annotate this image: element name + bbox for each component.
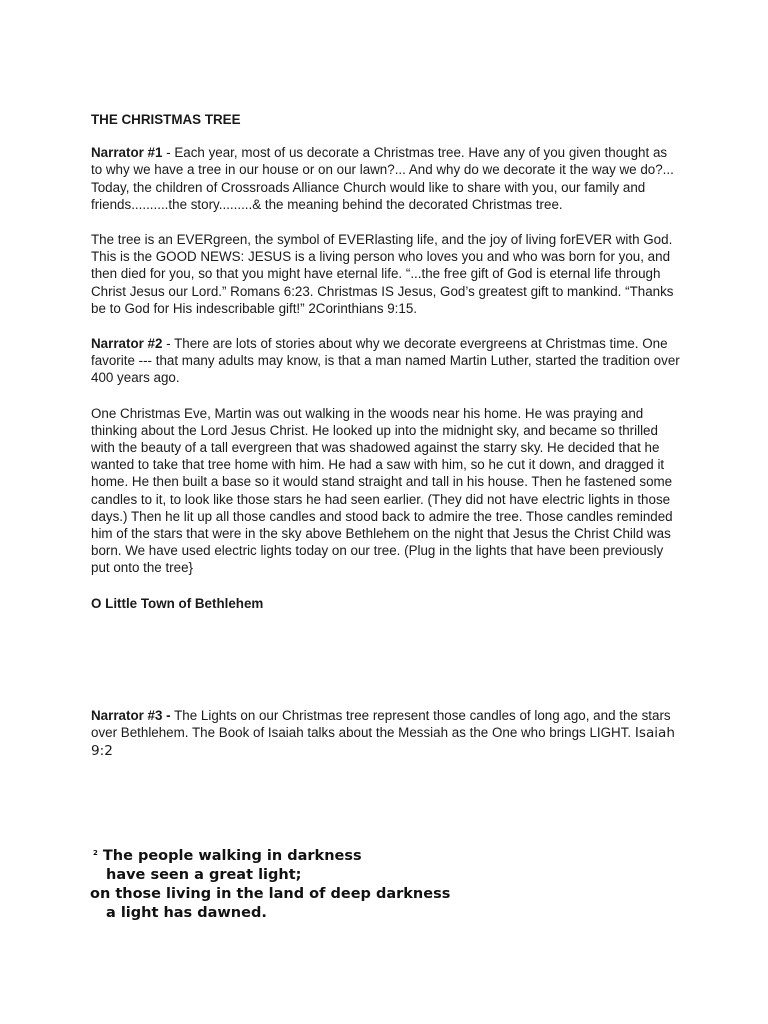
verse-line-3-text: on those living in the land of deep darkness [90,886,451,902]
verse-line-1-text: The people walking in darkness [102,848,362,864]
narrator-3-paragraph [91,707,681,761]
verse-number: 2 [93,849,98,857]
narrator-1-text: - Each year, most of us decorate a Christmas tree. Have any of you given thought as to why we have a tree in our house or on our lawn?... And why do we decorate it the way we do?... Today, the children of Crossroads Alliance Church would like to share with you, our family and friends..........the story.........& the meaning behind the decorated Christmas tree. [91,145,674,212]
verse-line-2 [90,866,450,885]
scripture-reference: Isaiah 9:2 [91,725,676,760]
narrator-2-text: - There are lots of stories about why we decorate evergreens at Christmas time. One favorite --- that many adults may know, is that a man named Martin Luther, started the tradition over 400 years ago. [91,336,680,386]
narrator-2-label: Narrator #2 [91,336,163,352]
document-body [91,111,681,778]
evergreen-paragraph: The tree is an EVERgreen, the symbol of EVERlasting life, and the joy of living forEVER with God. This is the GOOD NEWS: JESUS is a living person who loves you and who was born for you, and then died for you, so that you might have eternal life. “...the free gift of God is eternal life through Christ Jesus our Lord.” Romans 6:23. Christmas IS Jesus, God’s greatest gift to mankind. “Thanks be to God for His indescribable gift!” 2Corinthians 9:15. [91,232,674,316]
verse-line-4-text: a light has dawned. [106,905,267,921]
verse-line-3 [90,885,450,904]
document-title: THE CHRISTMAS TREE [91,112,241,127]
verse-line-4 [90,904,450,923]
song-title: O Little Town of Bethlehem [91,595,264,611]
narrator-3-label: Narrator #3 - [91,707,171,723]
verse-line-2-text: have seen a great light; [106,867,302,883]
narrator-2-paragraph [91,335,681,387]
narrator-3-text: The Lights on our Christmas tree represent those candles of long ago, and the stars over Bethlehem. The Book of Isaiah talks about the Messiah as the One who brings LIGHT. [91,707,671,741]
scripture-verse [90,844,450,923]
verse-line-1 [90,844,450,866]
narrator-1-paragraph [91,144,681,213]
narrator-1-label: Narrator #1 [91,145,163,161]
luther-paragraph: One Christmas Eve, Martin was out walking in the woods near his home. He was praying and thinking about the Lord Jesus Christ. He looked up into the midnight sky, and became so thrilled with the beauty of a tall evergreen that was shadowed against the starry sky. He decided that he wanted to take that tree home with him. He had a saw with him, so he cut it down, and dragged it home. He then built a base so it would stand straight and tall in his house. Then he fastened some candles to it, to look like those stars he had seen earlier. (They did not have electric lights in those days.) Then he lit up all those candles and stood back to admire the tree. Those candles reminded him of the stars that were in the sky above Bethlehem on the night that Jesus the Christ Child was born. We have used electric lights today on our tree. (Plug in the lights that have been previously put onto the tree} [91,405,673,576]
